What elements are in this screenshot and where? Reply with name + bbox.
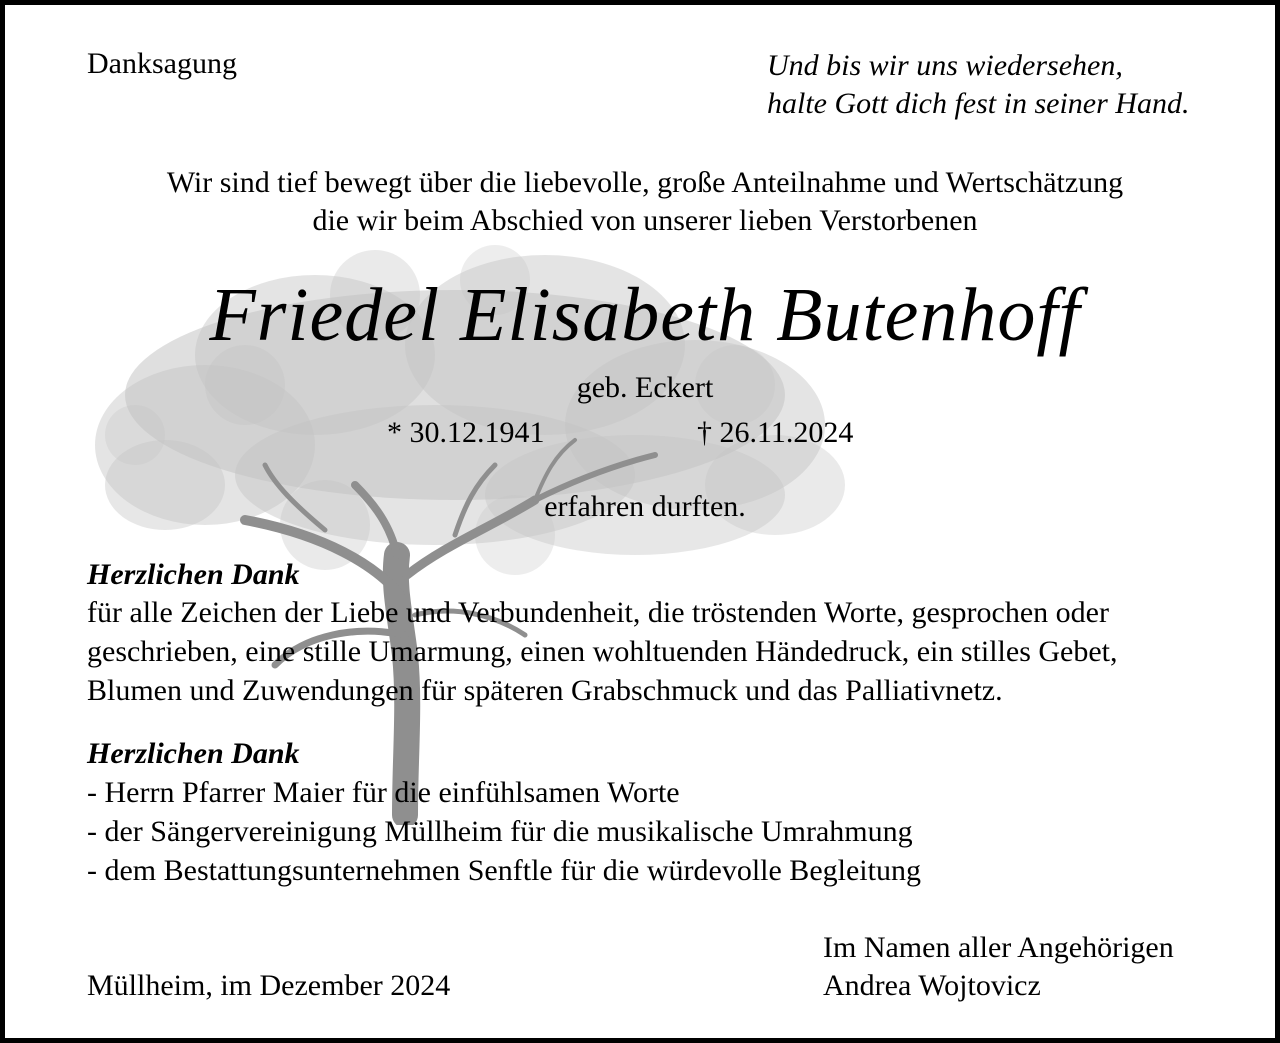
signer-name: Andrea Wojtovicz <box>823 969 1041 1002</box>
thanks-line: geschrieben, eine stille Umarmung, einen wohltuenden Händedruck, ein stilles Gebet, <box>87 635 1118 668</box>
thanks-item: - der Sängervereinigung Müllheim für die musikalische Umrahmung <box>87 815 913 848</box>
quote-line-1: Und bis wir uns wiedersehen, <box>767 49 1123 82</box>
place-date: Müllheim, im Dezember 2024 <box>87 969 451 1002</box>
thanks-heading-1: Herzlichen Dank <box>87 558 300 591</box>
maiden-name: geb. Eckert <box>576 371 714 404</box>
thanks-line: Blumen und Zuwendungen für späteren Grabschmuck und das Palliativnetz. <box>87 674 1003 707</box>
intro-line-2: die wir beim Abschied von unserer lieben Verstorbenen <box>312 204 978 237</box>
on-behalf-line: Im Namen aller Angehörigen <box>823 931 1174 964</box>
deceased-name: Friedel Elisabeth Butenhoff <box>209 273 1081 357</box>
thanks-item: - Herrn Pfarrer Maier für die einfühlsamen Worte <box>87 776 680 809</box>
thanks-item: - dem Bestattungsunternehmen Senftle für die würdevolle Begleitung <box>87 854 921 887</box>
thanks-line: für alle Zeichen der Liebe und Verbundenheit, die tröstenden Worte, gesprochen oder <box>87 596 1109 629</box>
birth-date: * 30.12.1941 <box>387 416 545 449</box>
death-date: † 26.11.2024 <box>697 416 854 449</box>
closing-phrase: erfahren durften. <box>544 490 746 523</box>
quote-line-2: halte Gott dich fest in seiner Hand. <box>767 87 1190 120</box>
danksagung-label: Danksagung <box>87 47 237 80</box>
intro-line-1: Wir sind tief bewegt über die liebevolle, große Anteilnahme und Wertschätzung <box>166 166 1124 199</box>
thanks-heading-2: Herzlichen Dank <box>87 737 300 770</box>
